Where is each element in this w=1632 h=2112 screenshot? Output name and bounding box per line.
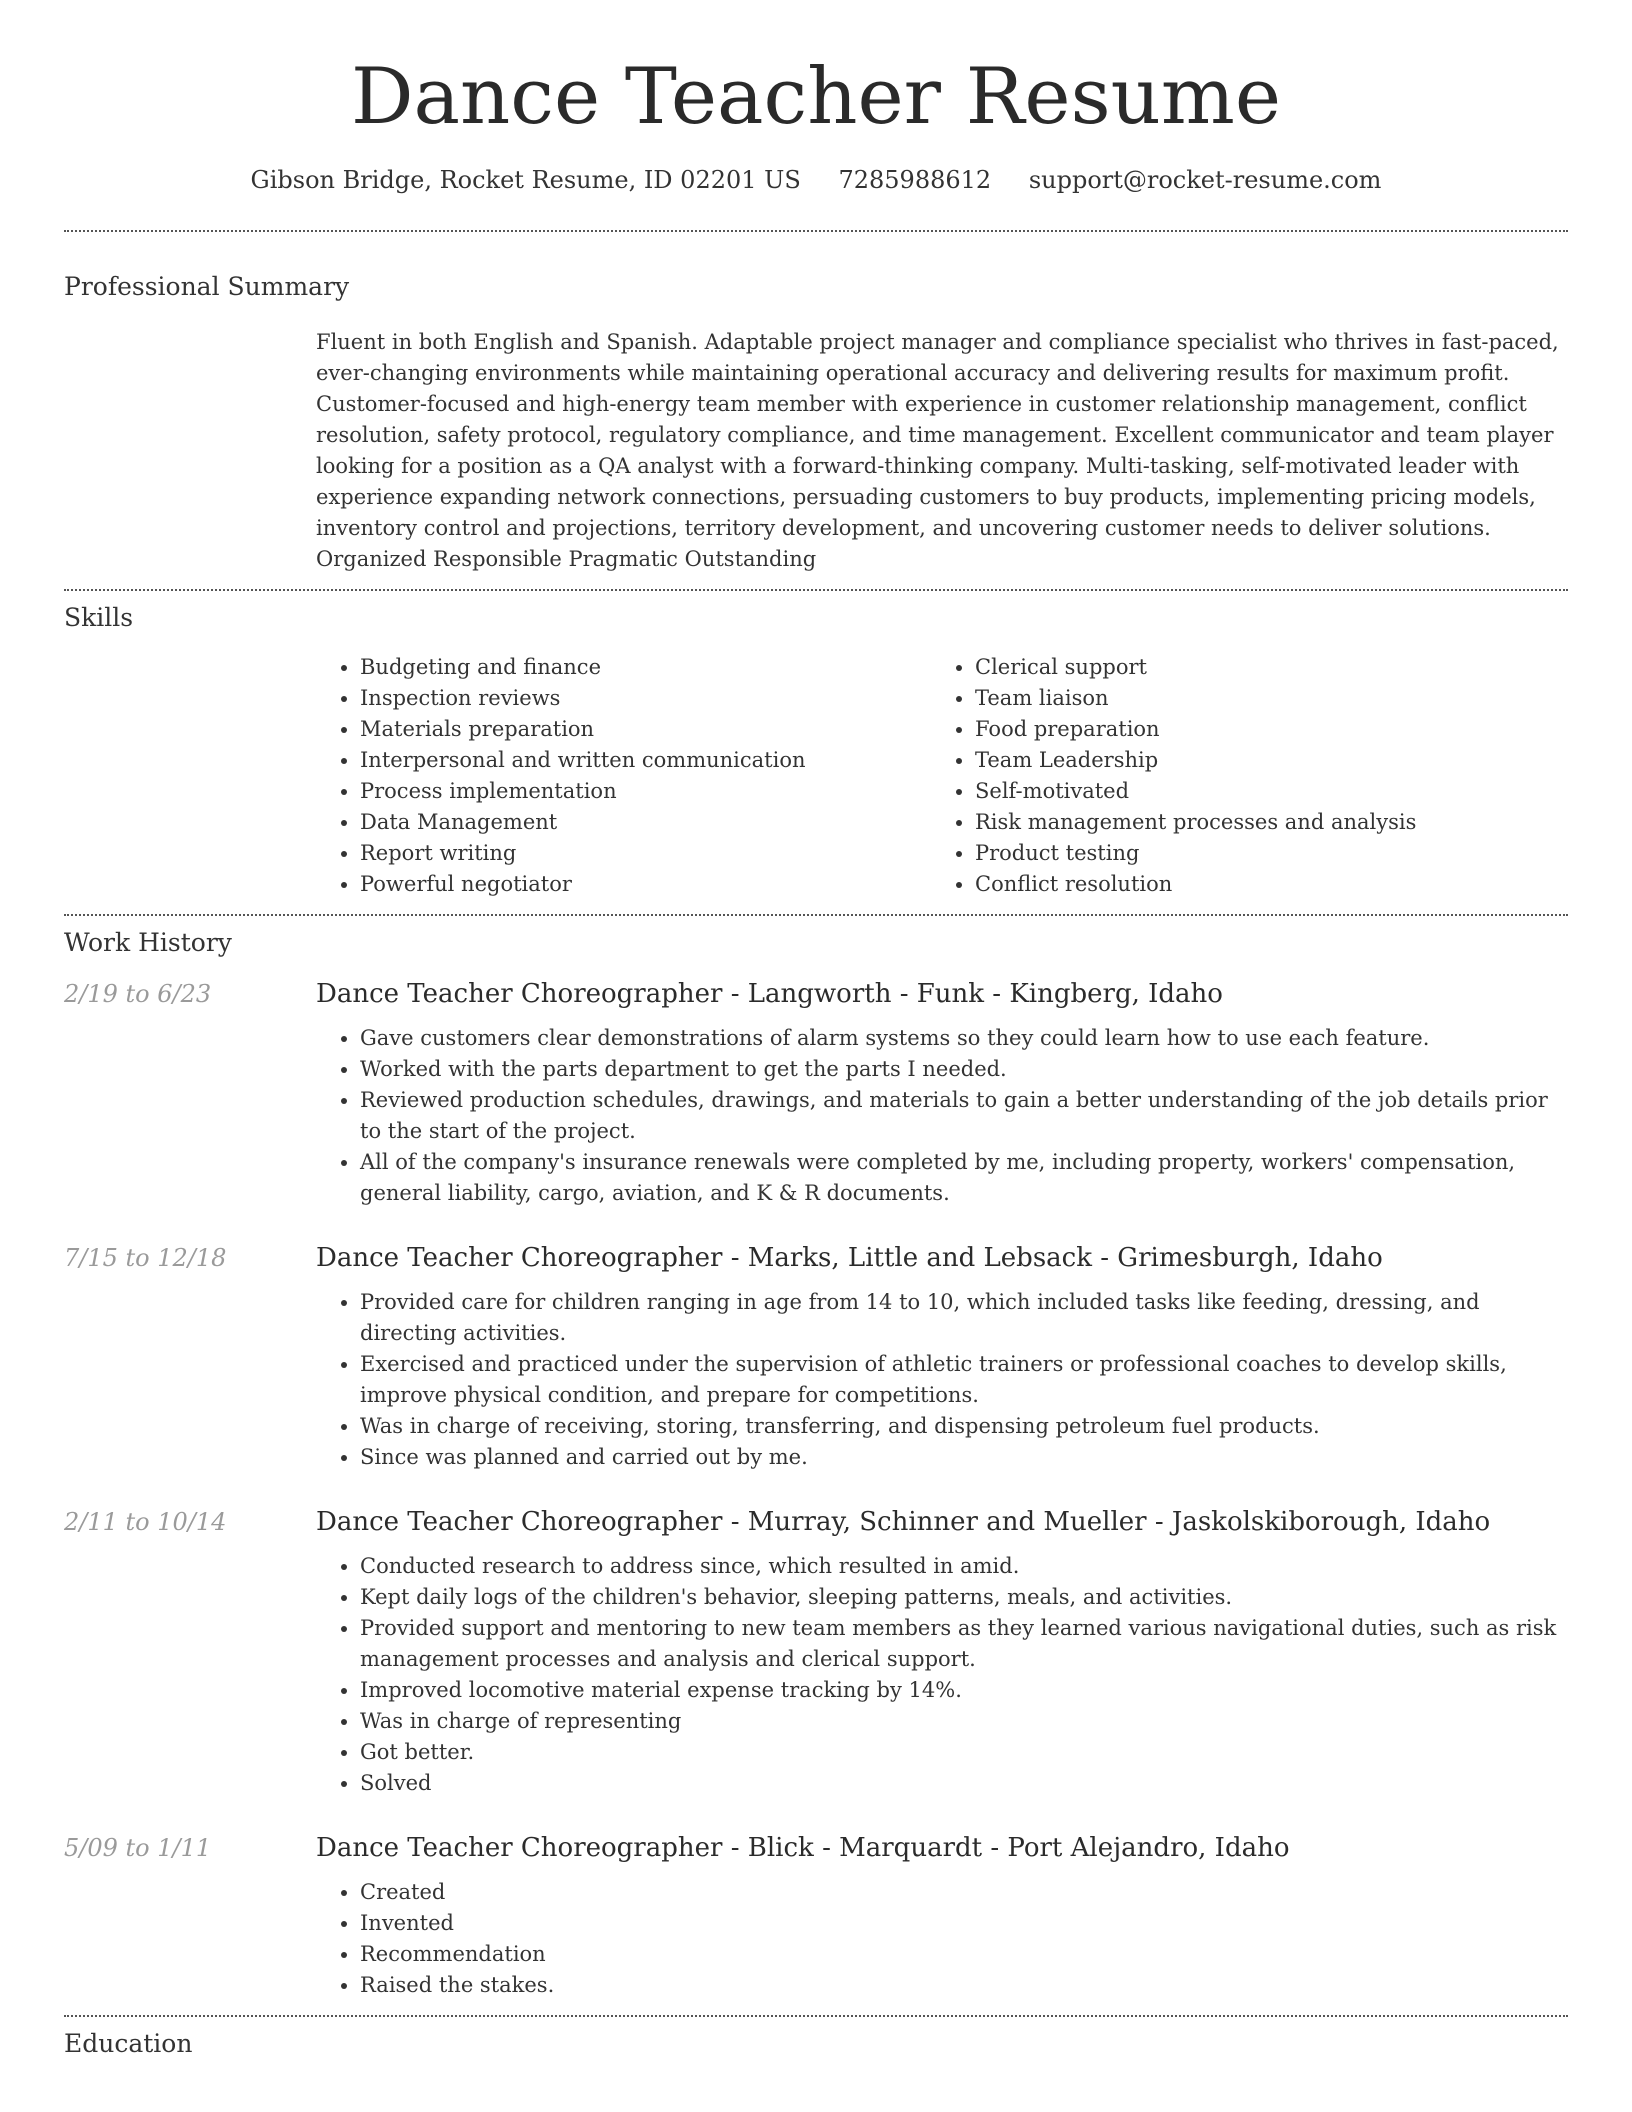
job-title: Dance Teacher Choreographer - Marks, Little and Lebsack - Grimesburgh, Idaho [316,1243,1383,1273]
job-bullet: • Provided support and mentoring to new team members as they learned various navigational duties, such as risk management processes and analysis and clerical support. [360,1613,1568,1675]
skill-item: • Report writing [360,838,931,869]
job-bullet: • Kept daily logs of the children's behavior, sleeping patterns, meals, and activities. [360,1582,1568,1613]
job-bullet: • Conducted research to address since, which resulted in amid. [360,1551,1568,1582]
job-entry [64,979,1568,1209]
page-title: Dance Teacher Resume [351,52,1281,142]
job-dates: 7/15 to 12/18 [64,1244,227,1272]
job-dates: 2/19 to 6/23 [64,980,212,1008]
skill-item: • Self-motivated [975,776,1546,807]
job-bullet: • Reviewed production schedules, drawings, and materials to gain a better understanding of the job details prior to the start of the project. [360,1085,1568,1147]
skill-item: • Conflict resolution [975,869,1546,900]
job-bullet: • Raised the stakes. [360,1970,1568,2001]
contact-address: Gibson Bridge, Rocket Resume, ID 02201 US [250,166,801,194]
job-bullet: • All of the company's insurance renewals were completed by me, including property, workers' compensation, general liability, cargo, aviation, and K & R documents. [360,1147,1568,1209]
divider [64,2015,1568,2017]
job-bullet: • Gave customers clear demonstrations of alarm systems so they could learn how to use each feature. [360,1023,1568,1054]
job-bullet: • Got better. [360,1737,1568,1768]
section-title-education: Education [64,2029,193,2058]
contact-line [64,166,1568,194]
skill-item: • Materials preparation [360,714,931,745]
skills-list [316,652,1568,900]
job-title: Dance Teacher Choreographer - Langworth - Funk - Kingberg, Idaho [316,979,1223,1009]
resume-page [64,0,1568,2058]
skill-item: • Team Leadership [975,745,1546,776]
job-bullet: • Invented [360,1908,1568,1939]
job-bullet: • Recommendation [360,1939,1568,1970]
job-bullet: • Was in charge of receiving, storing, transferring, and dispensing petroleum fuel products. [360,1411,1568,1442]
skill-item: • Food preparation [975,714,1546,745]
job-dates: 5/09 to 1/11 [64,1834,212,1862]
divider [64,230,1568,232]
skills-column-right [931,652,1546,900]
divider [64,589,1568,591]
job-entry [64,1243,1568,1473]
section-title-skills: Skills [64,603,134,632]
job-bullet: • Worked with the parts department to get the parts I needed. [360,1054,1568,1085]
skill-item: • Clerical support [975,652,1546,683]
job-bullet: • Provided care for children ranging in age from 14 to 10, which included tasks like feeding, dressing, and directing activities. [360,1287,1568,1349]
summary-text: Fluent in both English and Spanish. Adaptable project manager and compliance specialist who thrives in fast-paced, ever-changing environments while maintaining operational accuracy and delivering results for maximum profit. Customer-focused and high-energy team member with experience in customer relationship management, conflict resolution, safety protocol, regulatory compliance, and time management. Excellent communicator and team player looking for a position as a QA analyst with a forward-thinking company. Multi-tasking, self-motivated leader with experience expanding network connections, persuading customers to buy products, implementing pricing models, inventory control and projections, territory development, and uncovering customer needs to deliver solutions. Organized Responsible Pragmatic Outstanding [316,330,1559,571]
skill-item: • Inspection reviews [360,683,931,714]
job-bullet: • Exercised and practiced under the supervision of athletic trainers or professional coaches to develop skills, improve physical condition, and prepare for competitions. [360,1349,1568,1411]
job-bullet: • Was in charge of representing [360,1706,1568,1737]
job-title: Dance Teacher Choreographer - Murray, Schinner and Mueller - Jaskolskiborough, Idaho [316,1507,1491,1537]
skill-item: • Process implementation [360,776,931,807]
job-bullet: • Improved locomotive material expense tracking by 14%. [360,1675,1568,1706]
job-bullet: • Since was planned and carried out by me. [360,1442,1568,1473]
divider [64,914,1568,916]
skill-item: • Product testing [975,838,1546,869]
skill-item: • Powerful negotiator [360,869,931,900]
section-title-work: Work History [64,928,232,957]
skill-item: • Risk management processes and analysis [975,807,1546,838]
contact-phone: 7285988612 [838,166,992,194]
job-entry [64,1507,1568,1799]
job-title: Dance Teacher Choreographer - Blick - Marquardt - Port Alejandro, Idaho [316,1833,1290,1863]
skill-item: • Budgeting and finance [360,652,931,683]
job-entry [64,1833,1568,2001]
job-dates: 2/11 to 10/14 [64,1508,227,1536]
job-bullet: • Created [360,1877,1568,1908]
job-bullet: • Solved [360,1768,1568,1799]
summary-section [316,327,1568,575]
skill-item: • Interpersonal and written communication [360,745,931,776]
section-title-summary: Professional Summary [64,272,350,301]
skill-item: • Team liaison [975,683,1546,714]
skills-column-left [316,652,931,900]
skill-item: • Data Management [360,807,931,838]
contact-email: support@rocket-resume.com [1028,166,1382,194]
